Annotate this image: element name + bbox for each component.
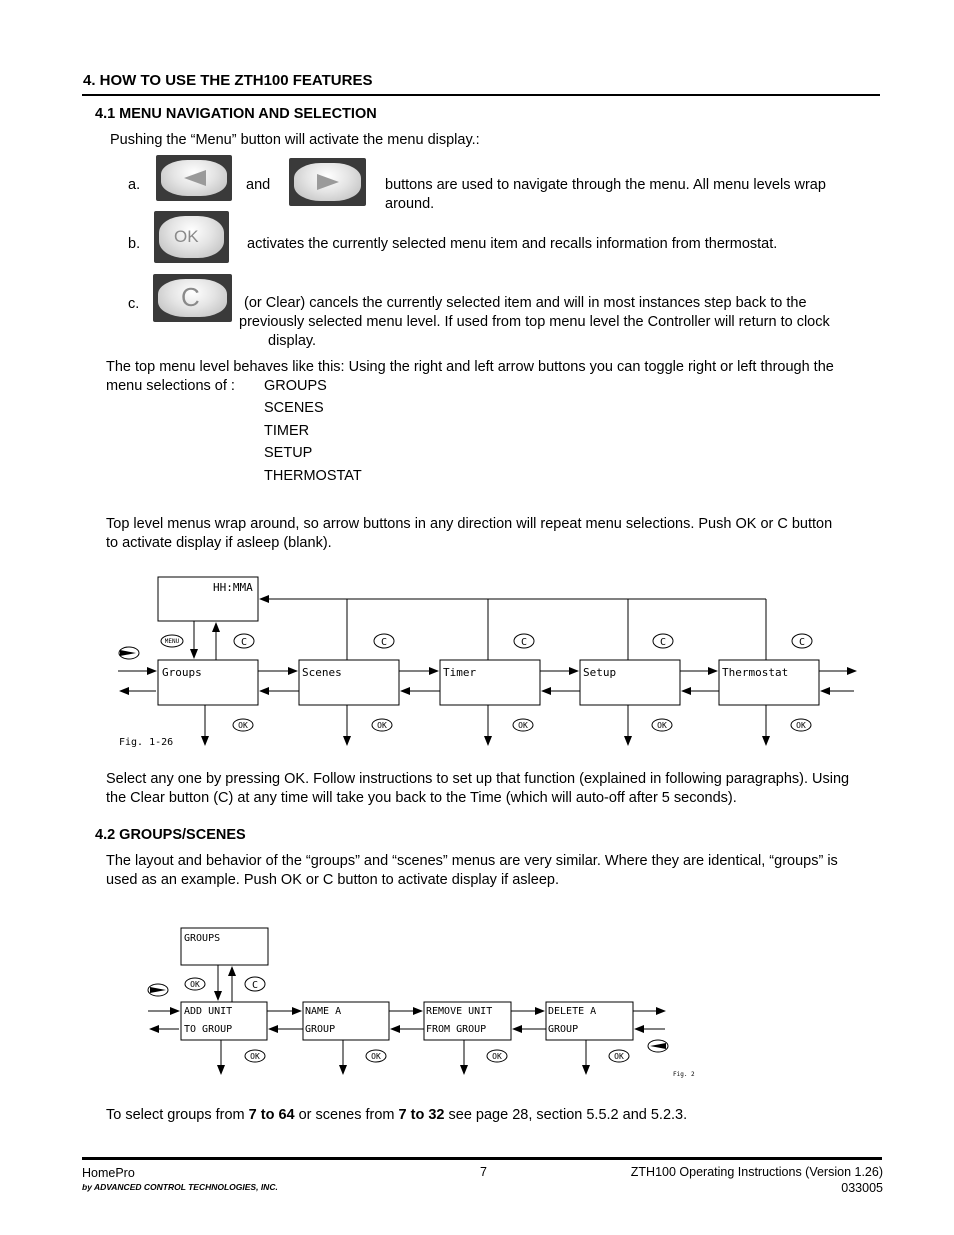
item-c-text-3: display. — [268, 333, 317, 349]
c-badge-text: C — [798, 637, 806, 648]
select-groups-pre: To select groups from — [106, 1107, 249, 1123]
ok-badge-text: OK — [796, 721, 806, 730]
section-4-1-title: 4.1 MENU NAVIGATION AND SELECTION — [95, 106, 377, 122]
page-heading: 4. HOW TO USE THE ZTH100 FEATURES — [83, 72, 373, 89]
ok-badge-text: OK — [518, 721, 528, 730]
item-c-text-2: previously selected menu level. If used from top menu level the Controller will return to clock — [239, 314, 830, 330]
select-text-1: Select any one by pressing OK. Follow instructions to set up that function (explained in following paragraphs). Using — [106, 771, 850, 787]
item-c-label: c. — [128, 296, 140, 312]
remove-unit-line-2: FROM GROUP — [426, 1024, 487, 1035]
menu-item-scenes: SCENES — [264, 400, 324, 416]
top-menu-text-1: The top menu level behaves like this: Using the right and left arrow buttons you can toggle right or left through the — [106, 359, 834, 375]
intro-text: Pushing the “Menu” button will activate the menu display.: — [110, 132, 480, 148]
footer-doc-code: 033005 — [841, 1181, 883, 1195]
delete-group-line-1: DELETE A — [548, 1006, 597, 1017]
menu-item-timer: TIMER — [264, 423, 310, 439]
name-group-line-1: NAME A — [305, 1006, 342, 1017]
c-badge-text: C — [240, 637, 248, 648]
fig-label-1: Fig. 1-26 — [119, 737, 174, 748]
menu-item-setup: SETUP — [264, 445, 313, 461]
menu-badge-text: MENU — [164, 638, 180, 645]
box-label-timer: Timer — [443, 666, 477, 679]
item-a-text-2: around. — [385, 196, 435, 212]
delete-group-line-2: GROUP — [548, 1024, 579, 1035]
ok-badge-text: OK — [371, 1052, 381, 1061]
item-a-label: a. — [128, 177, 141, 193]
menu-item-groups: GROUPS — [264, 378, 327, 394]
clock-label: HH:MMA — [213, 581, 253, 594]
ok-badge-text: OK — [190, 980, 200, 989]
c-badge-text: C — [659, 637, 667, 648]
c-badge-text: C — [380, 637, 388, 648]
footer-doc-title: ZTH100 Operating Instructions (Version 1.26) — [630, 1165, 883, 1179]
select-groups-mid: or scenes from — [294, 1107, 399, 1123]
footer-company: by ADVANCED CONTROL TECHNOLOGIES, INC. — [82, 1182, 278, 1192]
clear-icon-text: C — [181, 282, 200, 312]
ok-badge-text: OK — [250, 1052, 260, 1061]
remove-unit-line-1: REMOVE UNIT — [426, 1006, 493, 1017]
select-scenes-range: 7 to 32 — [398, 1107, 445, 1123]
top-menu-text-2: menu selections of : — [106, 378, 235, 394]
menu-item-thermostat: THERMOSTAT — [264, 468, 362, 484]
ok-badge-text: OK — [238, 721, 248, 730]
footer-page-number: 7 — [480, 1165, 487, 1179]
item-a-text-1: buttons are used to navigate through the menu. All menu levels wrap — [385, 177, 826, 193]
box-label-scenes: Scenes — [302, 666, 342, 679]
footer-brand: HomePro — [82, 1166, 135, 1180]
item-b-label: b. — [128, 236, 141, 252]
item-c-text-1: (or Clear) cancels the currently selected item and will in most instances step back to the — [244, 295, 807, 311]
select-groups-text — [106, 1106, 687, 1125]
item-b-text: activates the currently selected menu item and recalls information from thermostat. — [247, 236, 778, 252]
box-label-thermostat: Thermostat — [722, 666, 789, 679]
name-group-line-2: GROUP — [305, 1024, 336, 1035]
footer-rule — [82, 1157, 882, 1160]
ok-badge-text: OK — [377, 721, 387, 730]
section-4-2-title: 4.2 GROUPS/SCENES — [95, 827, 246, 843]
ok-badge-text: OK — [657, 721, 667, 730]
wrap-text-1: Top level menus wrap around, so arrow buttons in any direction will repeat menu selections. Push OK or C button — [106, 516, 833, 532]
groups-top-label: GROUPS — [184, 933, 221, 944]
select-groups-range: 7 to 64 — [248, 1107, 295, 1123]
fig-label-2: Fig. 2 — [673, 1071, 695, 1078]
wrap-text-2: to activate display if asleep (blank). — [106, 535, 332, 551]
select-groups-post: see page 28, section 5.5.2 and 5.2.3. — [444, 1107, 688, 1123]
c-badge-text: C — [520, 637, 528, 648]
item-a-and: and — [246, 177, 271, 193]
box-label-setup: Setup — [583, 666, 617, 679]
ok-badge-text: OK — [614, 1052, 624, 1061]
box-label-groups: Groups — [162, 666, 202, 679]
add-unit-line-1: ADD UNIT — [184, 1006, 233, 1017]
ok-icon-text: OK — [174, 227, 199, 246]
groups-text-1: The layout and behavior of the “groups” and “scenes” menus are very similar. Where they are identical, “groups” is — [106, 853, 838, 869]
groups-text-2: used as an example. Push OK or C button to activate display if asleep. — [106, 872, 559, 888]
select-text-2: the Clear button (C) at any time will take you back to the Time (which will auto-off after 5 seconds). — [106, 790, 737, 806]
ok-badge-text: OK — [492, 1052, 502, 1061]
add-unit-line-2: TO GROUP — [184, 1024, 233, 1035]
c-badge-text: C — [251, 980, 259, 991]
